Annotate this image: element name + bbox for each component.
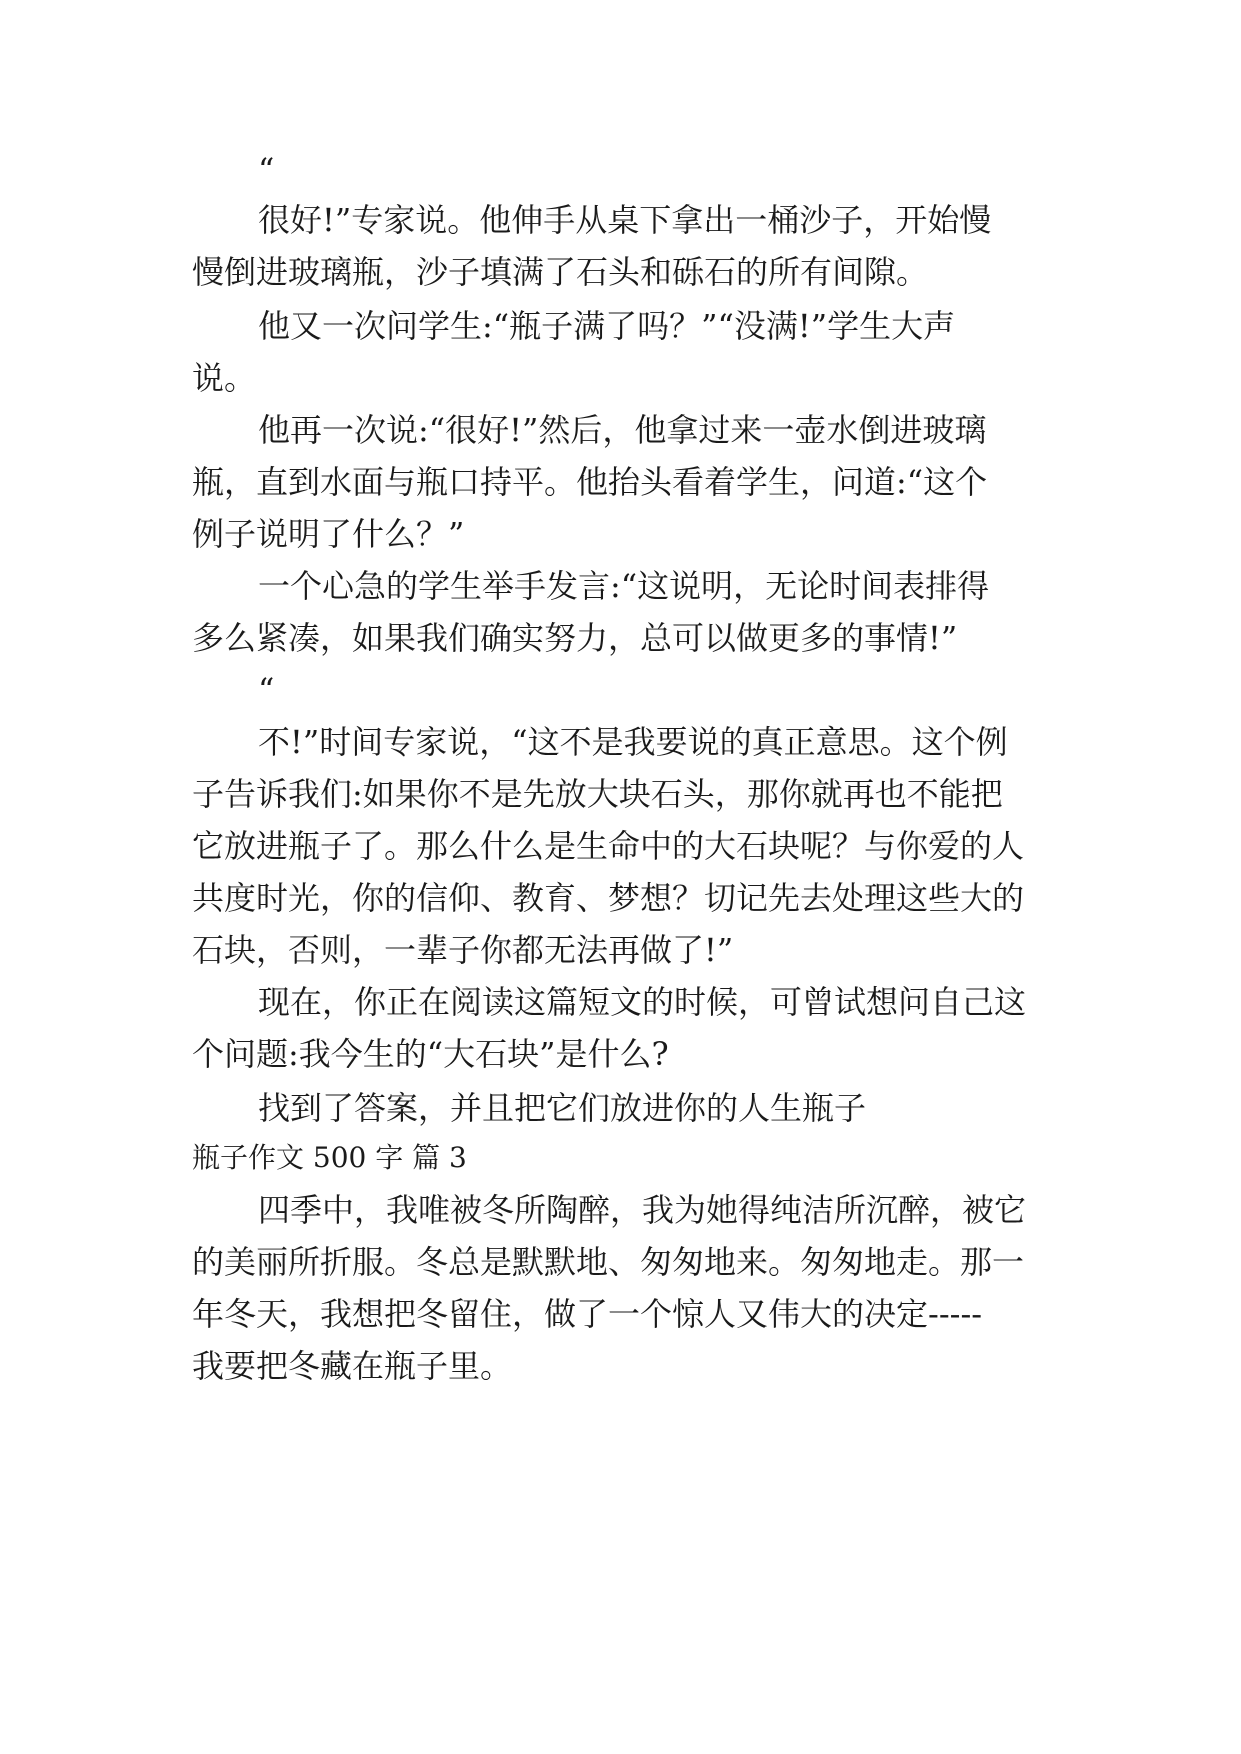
open-quote-line: “ bbox=[258, 671, 275, 709]
paragraph-line: 他再一次说:“很好!”然后，他拿过来一壶水倒进玻璃 bbox=[258, 411, 987, 449]
paragraph-line: 我要把冬藏在瓶子里。 bbox=[192, 1347, 513, 1385]
paragraph-line: 现在，你正在阅读这篇短文的时候，可曾试想问自己这 bbox=[258, 983, 1027, 1021]
paragraph-line: 的美丽所折服。冬总是默默地、匆匆地来。匆匆地走。那一 bbox=[192, 1243, 1025, 1281]
paragraph-line: 一个心急的学生举手发言:“这说明，无论时间表排得 bbox=[258, 567, 990, 605]
paragraph-line: 说。 bbox=[192, 359, 257, 397]
section-heading: 瓶子作文 500 字 篇 3 bbox=[192, 1141, 467, 1174]
paragraph-line: 四季中，我唯被冬所陶醉，我为她得纯洁所沉醉，被它 bbox=[258, 1191, 1027, 1229]
open-quote-line: “ bbox=[258, 151, 275, 189]
paragraph-line: 慢倒进玻璃瓶，沙子填满了石头和砾石的所有间隙。 bbox=[192, 253, 929, 291]
paragraph-line: 找到了答案，并且把它们放进你的人生瓶子 bbox=[258, 1089, 867, 1127]
paragraph-line: 例子说明了什么？” bbox=[192, 515, 465, 553]
paragraph-line: 很好!”专家说。他伸手从桌下拿出一桶沙子，开始慢 bbox=[258, 201, 992, 239]
paragraph-line: 个问题:我今生的“大石块”是什么? bbox=[192, 1035, 669, 1073]
paragraph-line: 多么紧凑，如果我们确实努力，总可以做更多的事情!” bbox=[192, 619, 958, 657]
paragraph-line: 子告诉我们:如果你不是先放大块石头，那你就再也不能把 bbox=[192, 775, 1003, 813]
paragraph-line: 不!”时间专家说，“这不是我要说的真正意思。这个例 bbox=[258, 723, 1008, 761]
paragraph-line: 瓶，直到水面与瓶口持平。他抬头看着学生，问道:“这个 bbox=[192, 463, 988, 501]
paragraph-line: 石块，否则，一辈子你都无法再做了!” bbox=[192, 931, 734, 969]
paragraph-line: 年冬天，我想把冬留住，做了一个惊人又伟大的决定----- bbox=[192, 1295, 983, 1333]
paragraph-line: 共度时光，你的信仰、教育、梦想？切记先去处理这些大的 bbox=[192, 879, 1025, 917]
paragraph-line: 它放进瓶子了。那么什么是生命中的大石块呢？与你爱的人 bbox=[192, 827, 1025, 865]
paragraph-line: 他又一次问学生:“瓶子满了吗？”“没满!”学生大声 bbox=[258, 307, 956, 345]
